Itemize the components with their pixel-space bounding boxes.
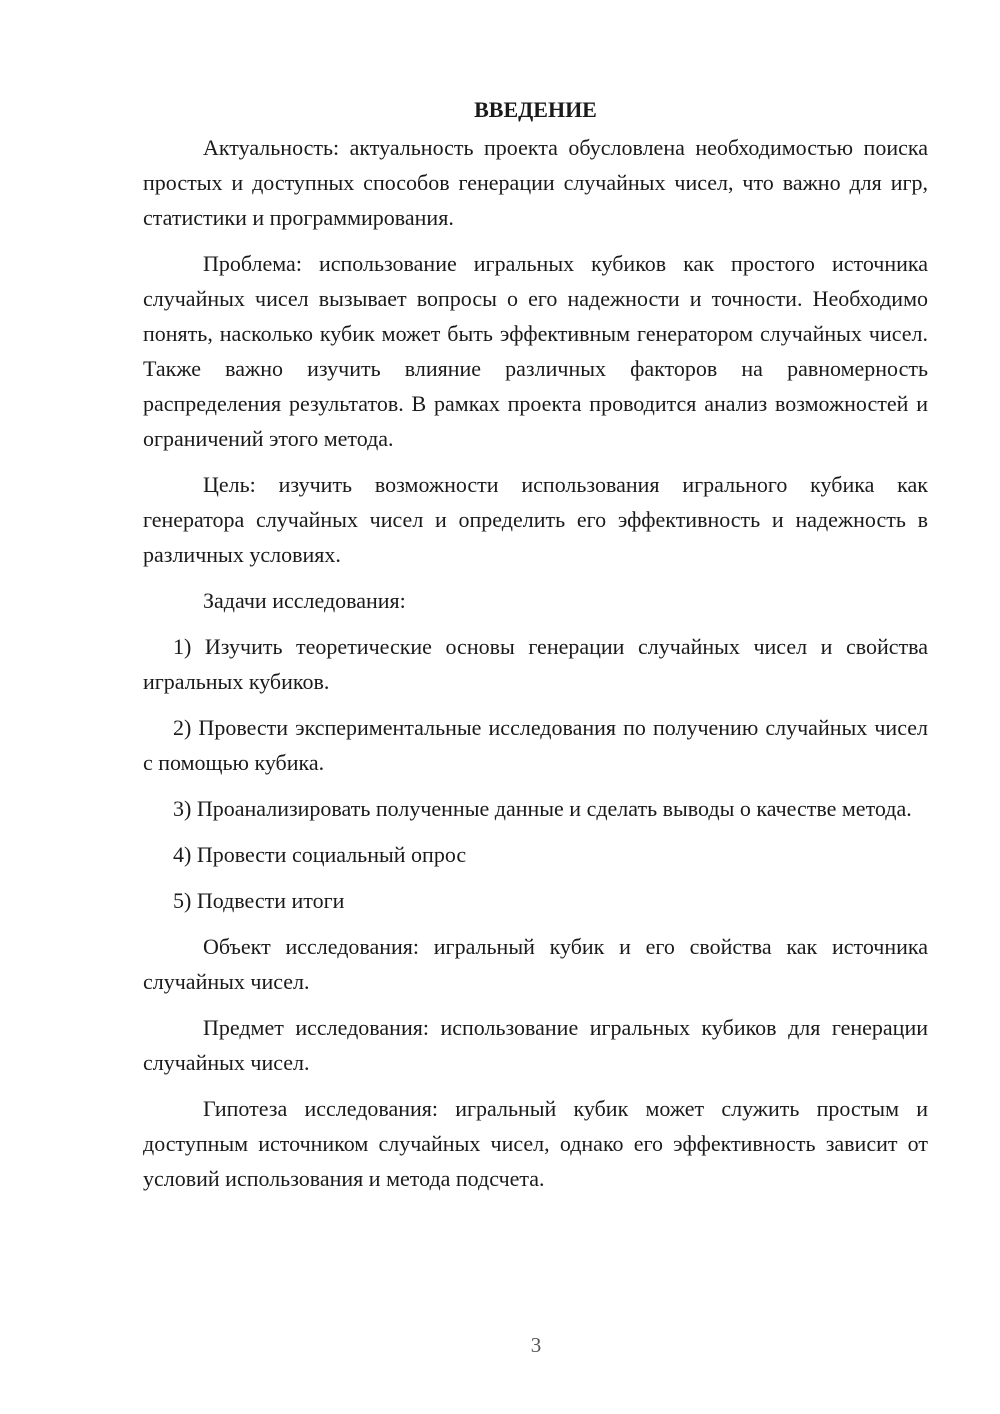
subject-paragraph: Предмет исследования: использование игральных кубиков для генерации случайных чисел. [143,1015,928,1075]
document-page [143,92,928,1207]
page-number: 3 [530,1333,542,1357]
task-item-2: 2) Провести экспериментальные исследования по получению случайных чисел с помощью кубика. [143,715,928,775]
problem-paragraph: Проблема: использование игральных кубиков как простого источника случайных чисел вызывает вопросы о его надежности и точности. Необходимо понять, насколько кубик может быть эффективным генератором случайных чисел. Также важно изучить влияние различных факторов на равномерность распределения результатов. В рамках проекта проводится анализ возможностей и ограничений этого метода. [143,251,928,451]
task-item-4: 4) Провести социальный опрос [173,842,467,867]
goal-paragraph: Цель: изучить возможности использования игрального кубика как генератора случайных чисел и определить его эффективность и надежность в различных условиях. [143,472,928,567]
hypothesis-paragraph: Гипотеза исследования: игральный кубик может служить простым и доступным источником случайных чисел, однако его эффективность зависит от условий использования и метода подсчета. [143,1096,928,1191]
object-paragraph: Объект исследования: игральный кубик и его свойства как источника случайных чисел. [143,934,928,994]
section-heading: ВВЕДЕНИЕ [474,97,597,122]
task-item-1: 1) Изучить теоретические основы генерации случайных чисел и свойства игральных кубиков. [143,634,928,694]
relevance-paragraph: Актуальность: актуальность проекта обусловлена необходимостью поиска простых и доступных способов генерации случайных чисел, что важно для игр, статистики и программирования. [143,135,928,230]
tasks-intro-paragraph: Задачи исследования: [203,588,406,613]
task-item-3: 3) Проанализировать полученные данные и сделать выводы о качестве метода. [173,796,912,821]
task-item-5: 5) Подвести итоги [173,888,345,913]
